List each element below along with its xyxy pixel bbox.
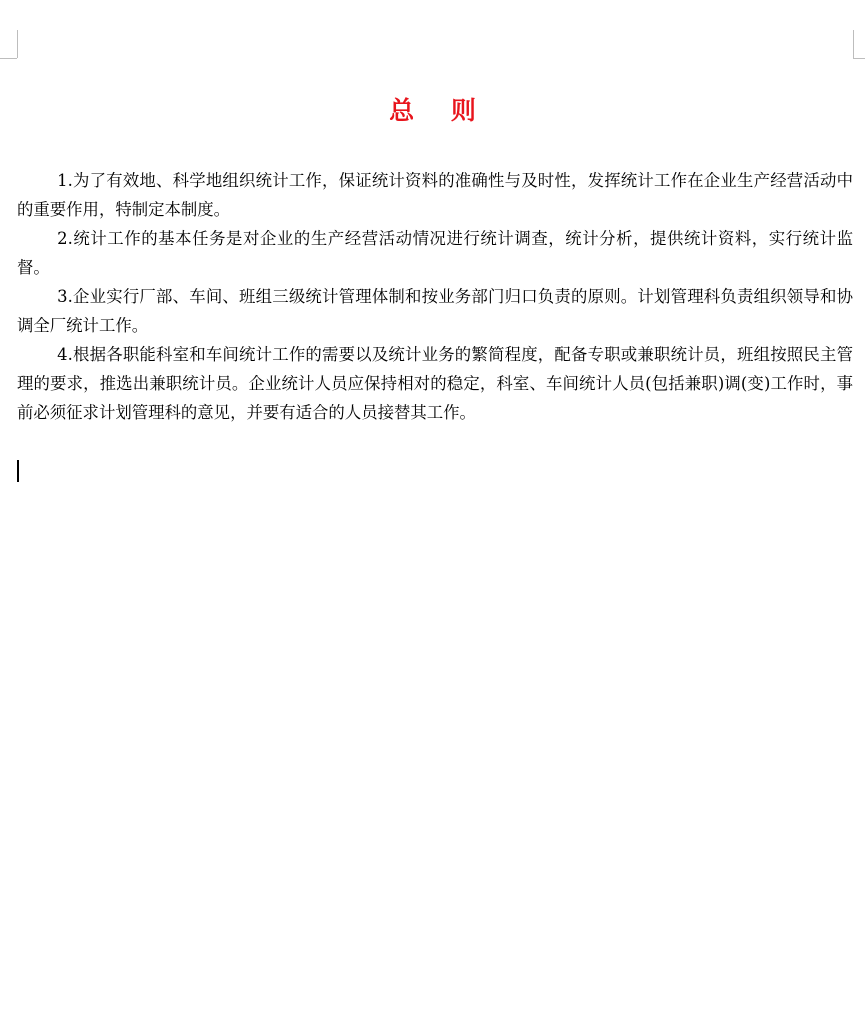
- top-left-margin-mark: [17, 30, 18, 58]
- document-title: 总 则: [389, 96, 490, 125]
- top-right-margin-mark: [853, 30, 854, 58]
- document-body[interactable]: [17, 166, 853, 427]
- paragraph-1: 1.为了有效地、科学地组织统计工作，保证统计资料的准确性与及时性，发挥统计工作在企业生产经营活动中的重要作用，特制定本制度。: [17, 171, 853, 219]
- paragraph-2: 2.统计工作的基本任务是对企业的生产经营活动情况进行统计调查，统计分析，提供统计资料，实行统计监督。: [17, 229, 853, 277]
- paragraph-3: 3.企业实行厂部、车间、班组三级统计管理体制和按业务部门归口负责的原则。计划管理科负责组织领导和协调全厂统计工作。: [17, 287, 853, 335]
- top-left-margin-mark-horizontal: [0, 58, 17, 59]
- top-right-margin-mark-horizontal: [853, 58, 865, 59]
- paragraph-4: 4.根据各职能科室和车间统计工作的需要以及统计业务的繁简程度，配备专职或兼职统计员，班组按照民主管理的要求，推选出兼职统计员。企业统计人员应保持相对的稳定，科室、车间统计人员(包括兼职)调(变)工作时，事前必须征求计划管理科的意见，并要有适合的人员接替其工作。: [17, 345, 853, 422]
- text-cursor: [17, 460, 19, 482]
